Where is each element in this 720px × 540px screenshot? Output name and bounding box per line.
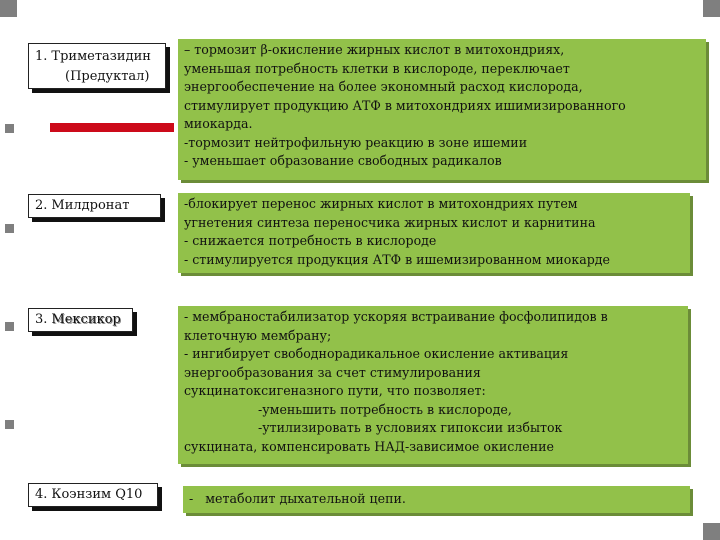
description-line: энергообеспечение на более экономный расход кислорода, [184,79,583,94]
drug-label-4 [28,483,158,507]
description-line: - ингибирует свободнорадикальное окисление активация [184,346,569,361]
edge-square-4 [5,420,14,429]
edge-square-3 [5,322,14,331]
edge-square-1 [5,124,14,133]
drug-name-line: Милдронат [51,198,130,213]
drug-number: 1. [35,49,48,64]
description-line: -утилизировать в условиях гипоксии избыток [258,420,563,435]
description-line: сукцината, компенсировать НАД-зависимое окисление [184,438,554,454]
edge-square-2 [5,224,14,233]
description-line: – тормозит β-окисление жирных кислот в митохондриях, [184,42,565,57]
description-line: -блокирует перенос жирных кислот в митохондриях путем [184,196,578,211]
drug-label-1 [28,43,166,89]
drug-number: 2. [35,198,48,213]
corner-square-bottom-right [703,523,720,540]
description-line: - мембраностабилизатор ускоряя встраивание фосфолипидов в [184,309,608,324]
description-line: клеточную мембрану; [184,327,332,343]
corner-square-top-right [703,0,720,17]
description-line: стимулирует продукцию АТФ в митохондриях ишимизированного [184,97,626,113]
drug-name-line: Триметазидин [51,49,151,64]
drug-description-3 [178,306,688,464]
drug-description-2 [178,193,690,273]
description-line: сукцинатоксигеназного пути, что позволяет: [184,383,486,398]
drug-label-3 [28,308,133,332]
description-line: - стимулируется продукция АТФ в ишемизированном миокарде [184,251,611,267]
description-line: угнетения синтеза переносчика жирных кислот и карнитина [184,214,596,230]
drug-name-line: Коэнзим Q10 [51,487,143,502]
description-line: энергообразования за счет стимулирования [184,364,481,380]
corner-square-top-left [0,0,17,17]
red-accent-bar [50,123,174,132]
drug-name-line: (Предуктал) [65,69,150,84]
drug-number: 4. [35,487,48,502]
description-line: - метаболит дыхательной цепи. [189,491,406,506]
drug-name-line: Мексикор [51,312,121,327]
drug-number: 3. [35,312,48,327]
description-line: миокарда. [184,116,253,131]
drug-description-4 [183,486,690,513]
drug-description-1 [178,39,706,180]
description-line: -тормозит нейтрофильную реакцию в зоне ишемии [184,134,528,150]
description-line: -уменьшить потребность в кислороде, [258,401,512,417]
description-line: уменьшая потребность клетки в кислороде, переключает [184,60,570,76]
description-line: - уменьшает образование свободных радикалов [184,153,502,168]
drug-label-2 [28,194,161,218]
description-line: - снижается потребность в кислороде [184,233,437,248]
